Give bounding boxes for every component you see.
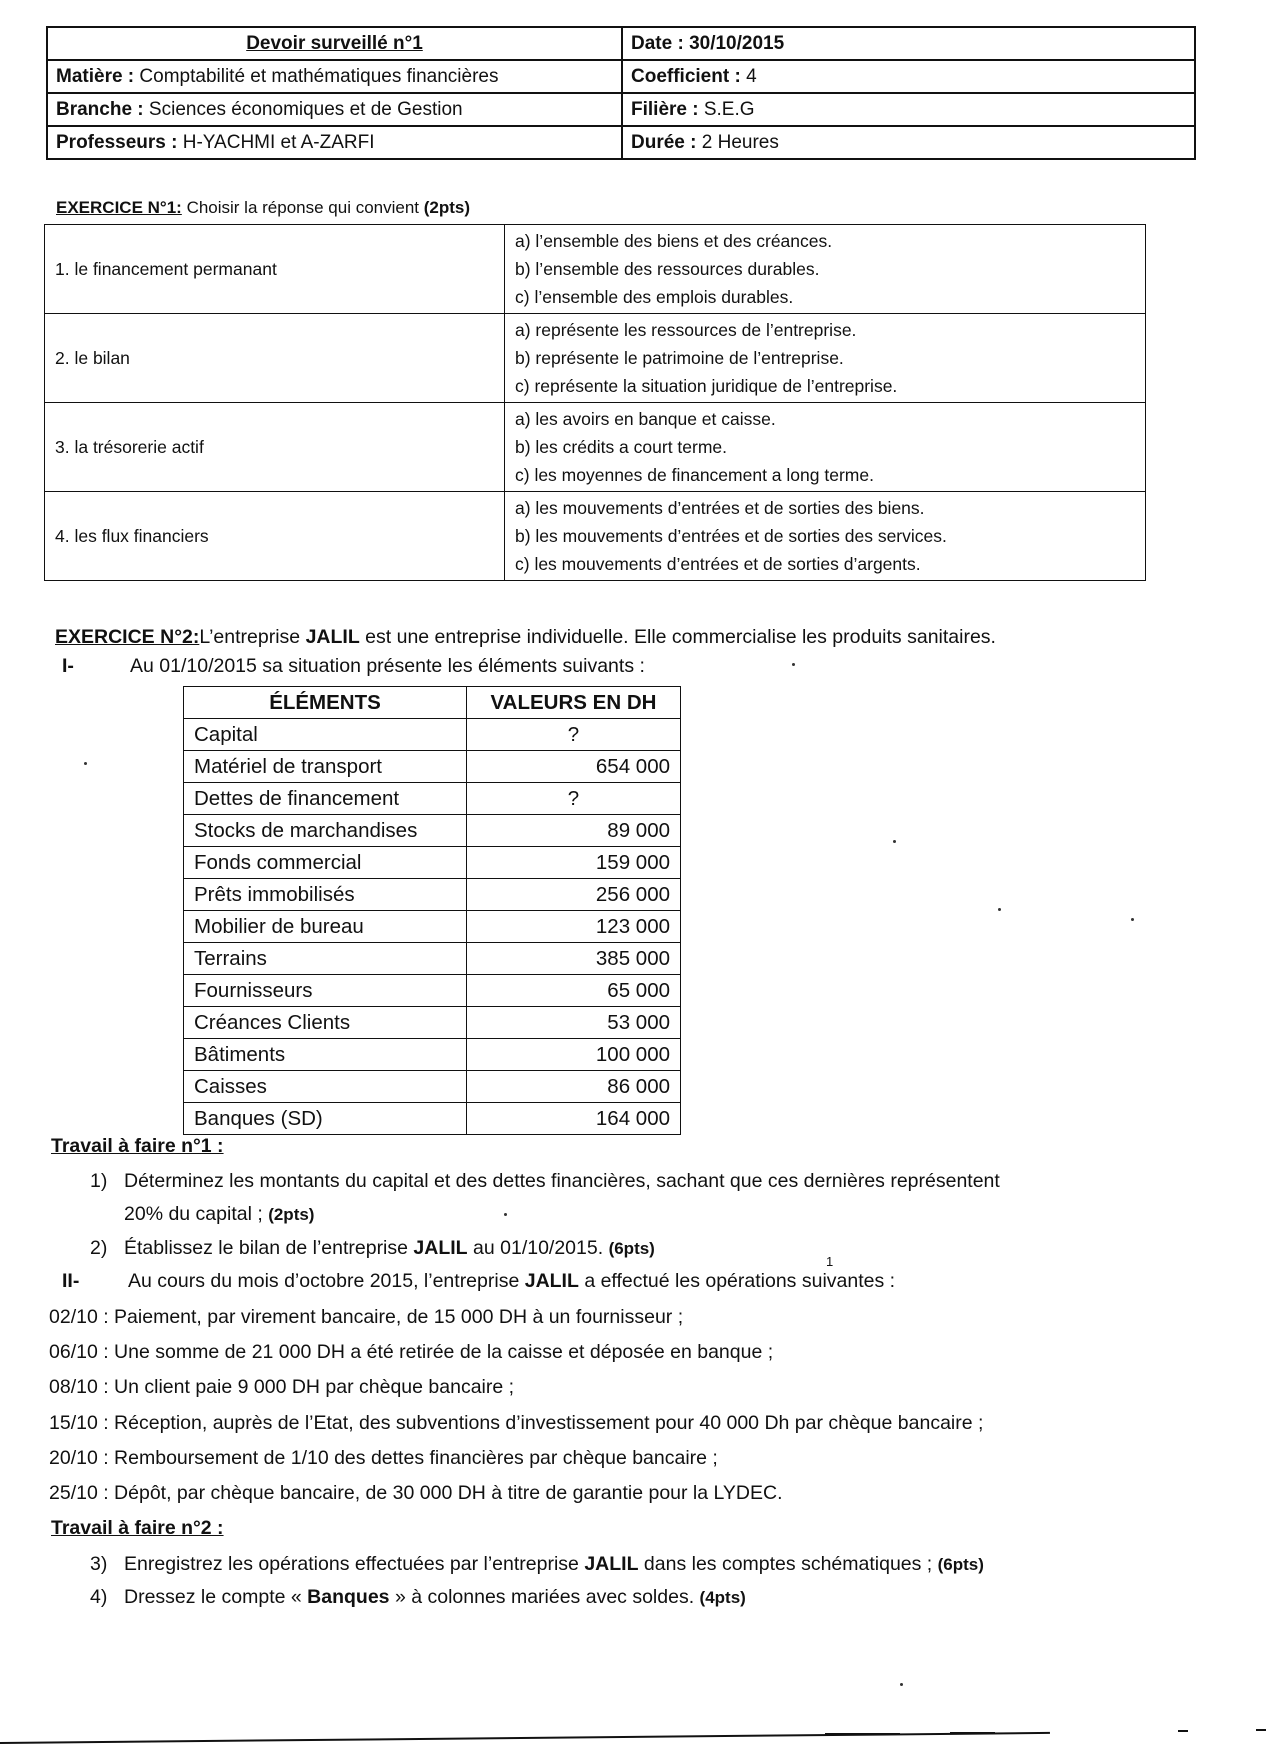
- item-text: Enregistrez les opérations effectuées par l’entreprise: [124, 1553, 579, 1575]
- element-name: Fournisseurs: [184, 975, 467, 1007]
- part2-line: [62, 1270, 895, 1293]
- operation-line: 06/10 : Une somme de 21 000 DH a été retirée de la caisse et déposée en banque ;: [49, 1341, 774, 1363]
- table-row: [184, 751, 681, 783]
- subject-label: Matière :: [56, 65, 135, 87]
- element-value: 89 000: [467, 815, 681, 847]
- mcq-row: [45, 492, 1146, 581]
- table-row: [184, 783, 681, 815]
- footer-dash: [1256, 1729, 1266, 1731]
- part1-text: Au 01/10/2015 sa situation présente les éléments suivants :: [130, 655, 645, 677]
- table-row: [184, 1103, 681, 1135]
- item-number: 1): [90, 1170, 108, 1192]
- item-text: Dressez le compte «: [124, 1586, 302, 1608]
- element-name: Bâtiments: [184, 1039, 467, 1071]
- task1-title: Travail à faire n°1 :: [51, 1135, 224, 1157]
- exercise2-intro-after: est une entreprise individuelle. Elle commercialise les produits sanitaires.: [365, 626, 996, 648]
- teachers-cell: [47, 126, 622, 159]
- coefficient-value: 4: [746, 65, 757, 87]
- subject-value: Comptabilité et mathématiques financières: [139, 65, 499, 87]
- element-name: Prêts immobilisés: [184, 879, 467, 911]
- mcq-option: c) l’ensemble des emplois durables.: [515, 287, 794, 307]
- element-value: 123 000: [467, 911, 681, 943]
- element-value: 385 000: [467, 943, 681, 975]
- element-value: 159 000: [467, 847, 681, 879]
- task1-item-1: [90, 1170, 1000, 1193]
- table-row: [184, 1071, 681, 1103]
- coefficient-cell: [622, 60, 1195, 93]
- company-name: JALIL: [413, 1237, 468, 1259]
- element-name: Capital: [184, 719, 467, 751]
- exercise2-intro-before: L’entreprise: [199, 626, 301, 648]
- scan-speck: [1131, 918, 1134, 921]
- table-row: [184, 911, 681, 943]
- mcq-option: a) les mouvements d’entrées et de sorties des biens.: [515, 498, 925, 518]
- item-points: (4pts): [699, 1588, 746, 1607]
- duration-cell: [622, 126, 1195, 159]
- element-value: ?: [467, 783, 681, 815]
- subject-cell: [47, 60, 622, 93]
- mcq-options: [505, 492, 1146, 581]
- item-bold-word: Banques: [307, 1586, 390, 1608]
- element-name: Créances Clients: [184, 1007, 467, 1039]
- mcq-option: a) représente les ressources de l’entreprise.: [515, 320, 857, 340]
- item-text: au 01/10/2015.: [473, 1237, 604, 1259]
- operation-line: 20/10 : Remboursement de 1/10 des dettes financières par chèque bancaire ;: [49, 1447, 718, 1469]
- element-value: 256 000: [467, 879, 681, 911]
- item-text: Déterminez les montants du capital et des dettes financières, sachant que ces dernières représentent: [124, 1170, 1000, 1192]
- operation-line: 02/10 : Paiement, par virement bancaire, de 15 000 DH à un fournisseur ;: [49, 1306, 684, 1328]
- part2-text-before: Au cours du mois d’octobre 2015, l’entreprise: [128, 1270, 520, 1292]
- exercise2-label: EXERCICE N°2:: [55, 626, 200, 648]
- date-value: 30/10/2015: [689, 32, 785, 54]
- scan-speck: [900, 1683, 903, 1686]
- branch-cell: [47, 93, 622, 126]
- item-text: Établissez le bilan de l’entreprise: [124, 1237, 408, 1259]
- scan-speck: [998, 908, 1001, 911]
- element-name: Dettes de financement: [184, 783, 467, 815]
- exam-title: Devoir surveillé n°1: [47, 27, 622, 60]
- table-row: [184, 847, 681, 879]
- company-name: JALIL: [305, 626, 360, 648]
- element-value: 654 000: [467, 751, 681, 783]
- task2-item-4: [90, 1586, 746, 1609]
- exercise1-label: EXERCICE N°1:: [56, 198, 182, 217]
- exercise1-instruction: Choisir la réponse qui convient: [186, 198, 420, 217]
- item-text: dans les comptes schématiques ;: [643, 1553, 933, 1575]
- part1-line: [62, 655, 645, 678]
- branch-value: Sciences économiques et de Gestion: [148, 98, 463, 120]
- element-value: ?: [467, 719, 681, 751]
- mcq-option: b) les crédits a court terme.: [515, 437, 728, 457]
- element-name: Matériel de transport: [184, 751, 467, 783]
- element-name: Banques (SD): [184, 1103, 467, 1135]
- element-value: 53 000: [467, 1007, 681, 1039]
- column-header-elements: ÉLÉMENTS: [184, 687, 467, 719]
- mcq-row: [45, 314, 1146, 403]
- exercise1-points: (2pts): [423, 198, 471, 217]
- scan-speck: [504, 1213, 507, 1216]
- task1-item-1-cont: [124, 1203, 314, 1226]
- mcq-row: [45, 403, 1146, 492]
- element-value: 65 000: [467, 975, 681, 1007]
- task1-item-2: [90, 1237, 655, 1260]
- mcq-question: 3. la trésorerie actif: [45, 403, 505, 492]
- task2-item-3: [90, 1553, 984, 1576]
- mcq-row: [45, 225, 1146, 314]
- mcq-options: [505, 225, 1146, 314]
- footer-dash: [825, 1733, 900, 1735]
- stream-cell: [622, 93, 1195, 126]
- table-row: [184, 1007, 681, 1039]
- coefficient-label: Coefficient :: [631, 65, 741, 87]
- item-number: 3): [90, 1553, 108, 1575]
- scan-speck: [84, 762, 87, 765]
- mcq-option: c) les mouvements d’entrées et de sorties d’argents.: [515, 554, 921, 574]
- item-text: 20% du capital ;: [124, 1203, 263, 1225]
- scan-speck: [893, 840, 896, 843]
- mcq-option: b) représente le patrimoine de l’entreprise.: [515, 348, 844, 368]
- element-value: 100 000: [467, 1039, 681, 1071]
- table-row: [184, 975, 681, 1007]
- table-row: [184, 879, 681, 911]
- part2-text-after: a effectué les opérations suivantes :: [584, 1270, 896, 1292]
- part1-marker: I-: [62, 655, 74, 677]
- mcq-option: c) les moyennes de financement a long terme.: [515, 465, 874, 485]
- mcq-question: 4. les flux financiers: [45, 492, 505, 581]
- stray-mark: 1: [826, 1254, 834, 1269]
- operation-line: 25/10 : Dépôt, par chèque bancaire, de 30 000 DH à titre de garantie pour la LYDEC.: [49, 1482, 783, 1504]
- item-text: » à colonnes mariées avec soldes.: [394, 1586, 695, 1608]
- operation-line: 15/10 : Réception, auprès de l’Etat, des subventions d’investissement pour 40 000 Dh par chèque bancaire ;: [49, 1412, 984, 1434]
- mcq-options: [505, 403, 1146, 492]
- table-row: [184, 1039, 681, 1071]
- element-name: Stocks de marchandises: [184, 815, 467, 847]
- item-number: 2): [90, 1237, 108, 1259]
- element-name: Terrains: [184, 943, 467, 975]
- mcq-option: c) représente la situation juridique de l’entreprise.: [515, 376, 898, 396]
- operation-line: 08/10 : Un client paie 9 000 DH par chèque bancaire ;: [49, 1376, 515, 1398]
- exercise1-heading: [56, 198, 470, 218]
- exercise1-mcq-table: [44, 224, 1146, 581]
- column-header-values: VALEURS EN DH: [467, 687, 681, 719]
- scan-speck: [792, 663, 795, 666]
- branch-label: Branche :: [56, 98, 144, 120]
- mcq-options: [505, 314, 1146, 403]
- item-number: 4): [90, 1586, 108, 1608]
- item-points: (2pts): [268, 1205, 315, 1224]
- stream-label: Filière :: [631, 98, 699, 120]
- stream-value: S.E.G: [703, 98, 755, 120]
- duration-value: 2 Heures: [701, 131, 779, 153]
- element-name: Mobilier de bureau: [184, 911, 467, 943]
- mcq-question: 1. le financement permanant: [45, 225, 505, 314]
- item-points: (6pts): [937, 1555, 984, 1574]
- table-row: [184, 719, 681, 751]
- mcq-option: a) les avoirs en banque et caisse.: [515, 409, 776, 429]
- mcq-option: a) l’ensemble des biens et des créances.: [515, 231, 833, 251]
- teachers-value: H-YACHMI et A-ZARFI: [182, 131, 375, 153]
- element-value: 164 000: [467, 1103, 681, 1135]
- part2-marker: II-: [62, 1270, 80, 1292]
- mcq-option: b) l’ensemble des ressources durables.: [515, 259, 820, 279]
- teachers-label: Professeurs :: [56, 131, 178, 153]
- item-points: (6pts): [608, 1239, 655, 1258]
- elements-table: [183, 686, 681, 1135]
- exercise2-intro: [55, 626, 996, 649]
- table-row: [184, 815, 681, 847]
- duration-label: Durée :: [631, 131, 697, 153]
- company-name: JALIL: [584, 1553, 639, 1575]
- footer-dash: [950, 1732, 995, 1734]
- element-value: 86 000: [467, 1071, 681, 1103]
- table-row: [184, 943, 681, 975]
- element-name: Caisses: [184, 1071, 467, 1103]
- task2-title: Travail à faire n°2 :: [51, 1517, 224, 1539]
- footer-dash: [1178, 1730, 1188, 1732]
- company-name: JALIL: [524, 1270, 579, 1292]
- mcq-question: 2. le bilan: [45, 314, 505, 403]
- date-label: Date :: [631, 32, 684, 54]
- date-cell: [622, 27, 1195, 60]
- element-name: Fonds commercial: [184, 847, 467, 879]
- mcq-option: b) les mouvements d’entrées et de sorties des services.: [515, 526, 947, 546]
- exam-header-table: [46, 26, 1196, 160]
